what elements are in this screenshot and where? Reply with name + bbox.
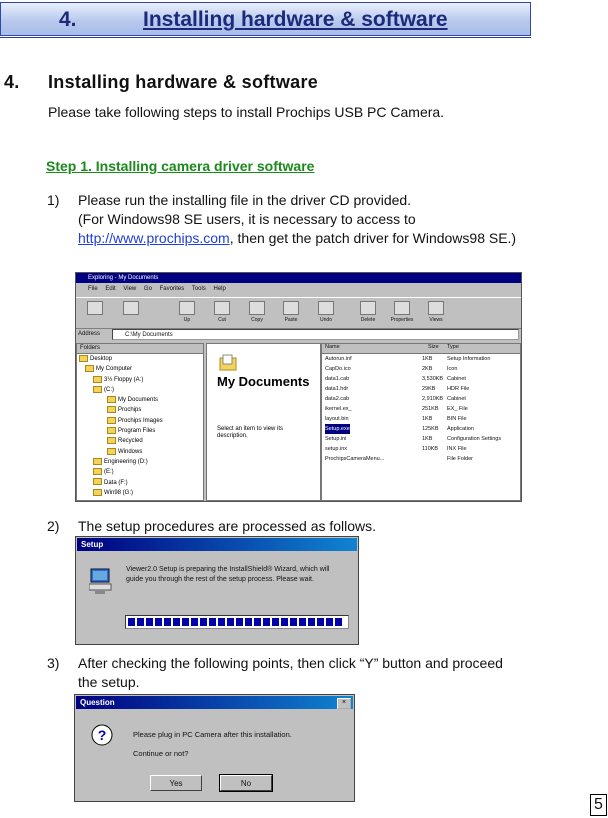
item-text: After checking the following points, then click “Y” button and proceed <box>78 655 503 671</box>
question-icon <box>89 723 115 749</box>
drive-icon <box>93 478 102 485</box>
question-dialog-screenshot <box>74 694 355 802</box>
panel-title: My Documents <box>217 374 310 389</box>
file-type: Application <box>447 426 474 432</box>
setup-progress-fill <box>128 618 343 626</box>
paste-icon <box>283 301 299 315</box>
tree-item: Data (F:) <box>77 478 203 488</box>
tree-item: Win98 (G:) <box>77 488 203 498</box>
file-name: Setup.exe <box>325 426 350 432</box>
file-size: 3,530KB <box>422 376 444 382</box>
file-size: 251KB <box>422 406 439 412</box>
page-number: 5 <box>590 794 607 816</box>
file-name: Autorun.inf <box>325 356 352 362</box>
address-label: Address <box>78 331 101 337</box>
question-line-2: Continue or not? <box>133 749 189 758</box>
forward-icon <box>123 301 139 315</box>
views-icon <box>428 301 444 315</box>
section-title: Installing hardware & software <box>48 72 319 92</box>
setup-message: Viewer2.0 Setup is preparing the InstallShield® Wizard, which will guide you through the rest of the setup process. Please wait. <box>126 566 330 583</box>
setup-progress-bar <box>125 615 349 629</box>
up-icon <box>179 301 195 315</box>
item-text: The setup procedures are processed as follows. <box>78 518 377 534</box>
item-text: (For Windows98 SE users, it is necessary to access to <box>78 211 416 227</box>
banner-title: Installing hardware & software <box>143 8 448 31</box>
file-name: data1.hdr <box>325 386 349 392</box>
step-heading: Step 1. Installing camera driver software <box>46 158 315 174</box>
file-name: Setup.ini <box>325 436 347 442</box>
file-size: 2KB <box>422 366 433 372</box>
item-text: the setup. <box>78 674 140 690</box>
drive-icon <box>93 468 102 475</box>
menu-bar: File Edit View Go Favorites Tools Help <box>88 286 226 292</box>
tree-item: (E:) <box>77 467 203 477</box>
folder-info-panel <box>206 343 321 501</box>
banner-rule <box>0 37 531 38</box>
file-size: 2,910KB <box>422 396 444 402</box>
file-type: File Folder <box>447 456 473 462</box>
question-title: Question <box>76 696 353 709</box>
folders-header: Folders <box>77 344 203 354</box>
folder-icon <box>107 448 116 455</box>
address-field: C:\My Documents <box>112 329 519 340</box>
file-type: Cabinet <box>447 396 466 402</box>
folder-icon <box>107 406 116 413</box>
properties-icon <box>394 301 410 315</box>
file-row <box>322 444 520 454</box>
no-button: No <box>220 775 272 791</box>
paste-button: Paste <box>276 301 306 325</box>
tree-item: Prochips Images <box>77 416 203 426</box>
chapter-banner <box>0 2 531 36</box>
section-number: 4. <box>4 72 20 92</box>
copy-icon <box>249 301 265 315</box>
file-size: 1KB <box>422 356 433 362</box>
question-message <box>133 725 292 763</box>
file-name: ikernel.ex_ <box>325 406 352 412</box>
drive-icon <box>93 376 102 383</box>
panel-description: Select an item to view its description. <box>217 426 284 439</box>
undo-button: Undo <box>311 301 341 325</box>
item-text: Please run the installing file in the driver CD provided. <box>78 192 412 208</box>
file-row <box>322 404 520 414</box>
delete-button: Delete <box>353 301 383 325</box>
file-size: 29KB <box>422 386 436 392</box>
tree-item: My Computer <box>77 364 203 374</box>
recycle-icon <box>107 437 116 444</box>
folder-icon <box>85 365 94 372</box>
folder-icon <box>79 355 88 362</box>
tree-item: Windows <box>77 447 203 457</box>
folder-icon <box>107 427 116 434</box>
file-row <box>322 354 520 364</box>
file-row <box>322 414 520 424</box>
file-size: 110KB <box>422 446 439 452</box>
undo-icon <box>318 301 334 315</box>
file-row <box>322 434 520 444</box>
file-size: 125KB <box>422 426 439 432</box>
forward-button <box>116 301 146 325</box>
file-type: Configuration Settings <box>447 436 502 442</box>
item-number: 1) <box>47 192 60 208</box>
file-type: Setup Information <box>447 356 491 362</box>
explorer-screenshot <box>75 272 522 502</box>
setup-title: Setup <box>77 538 357 551</box>
toolbar <box>76 297 521 329</box>
file-row <box>322 364 520 374</box>
folder-icon <box>107 417 116 424</box>
file-list <box>321 343 521 501</box>
file-type: EX_ File <box>447 406 468 412</box>
properties-button: Properties <box>387 301 417 325</box>
delete-icon <box>360 301 376 315</box>
copy-button: Copy <box>242 301 272 325</box>
tree-item: (C:) <box>77 385 203 395</box>
address-bar <box>78 329 519 339</box>
yes-button: Yes <box>150 775 202 791</box>
drive-icon <box>93 386 102 393</box>
folder-icon <box>107 396 116 403</box>
file-size: 1KB <box>422 436 433 442</box>
file-type: Cabinet <box>447 376 466 382</box>
prochips-link[interactable]: http://www.prochips.com <box>78 230 230 246</box>
file-row <box>322 374 520 384</box>
file-row <box>322 394 520 404</box>
file-type: Icon <box>447 366 458 372</box>
tree-item: 3½ Floppy (A:) <box>77 375 203 385</box>
list-header: Name Size Type <box>322 344 520 354</box>
item-text <box>78 229 516 248</box>
file-name: data1.cab <box>325 376 350 382</box>
file-name: CapDo.ico <box>325 366 351 372</box>
tree-item: Desktop <box>77 354 203 364</box>
file-name: layout.bin <box>325 416 349 422</box>
file-name: data2.cab <box>325 396 350 402</box>
scissors-icon <box>214 301 230 315</box>
my-documents-icon <box>219 354 237 372</box>
item-text-rest: , then get the patch driver for Windows98 SE.) <box>229 230 517 246</box>
item-number: 2) <box>47 518 60 534</box>
file-row <box>322 384 520 394</box>
drive-icon <box>93 489 102 496</box>
banner-number: 4. <box>59 8 77 31</box>
tree-item: Program Files <box>77 426 203 436</box>
file-name: ProchipsCameraMenu... <box>325 456 385 462</box>
question-line-1: Please plug in PC Camera after this installation. <box>133 730 292 739</box>
section-intro: Please take following steps to install Prochips USB PC Camera. <box>48 104 445 120</box>
back-icon <box>87 301 103 315</box>
cut-button: Cut <box>207 301 237 325</box>
close-button: × <box>337 698 351 709</box>
installer-icon <box>89 567 113 595</box>
file-type: HDR File <box>447 386 470 392</box>
tree-item: My Documents <box>77 395 203 405</box>
up-button: Up <box>172 301 202 325</box>
setup-dialog-screenshot <box>75 536 359 645</box>
views-button: Views <box>421 301 451 325</box>
file-size: 1KB <box>422 416 433 422</box>
window-title: Exploring - My Documents <box>76 273 521 283</box>
file-row <box>322 424 520 434</box>
back-button <box>80 301 110 325</box>
file-type: INX File <box>447 446 467 452</box>
file-row <box>322 454 520 464</box>
tree-item: Recycled <box>77 436 203 446</box>
tree-item: Prochips <box>77 405 203 415</box>
drive-icon <box>93 458 102 465</box>
tree-item: Engineering (D:) <box>77 457 203 467</box>
file-name: setup.inx <box>325 446 348 452</box>
item-number: 3) <box>47 655 60 671</box>
folder-tree <box>76 343 204 501</box>
svg-text:?: ? <box>97 727 107 743</box>
section-heading <box>4 72 319 93</box>
file-type: BIN File <box>447 416 467 422</box>
